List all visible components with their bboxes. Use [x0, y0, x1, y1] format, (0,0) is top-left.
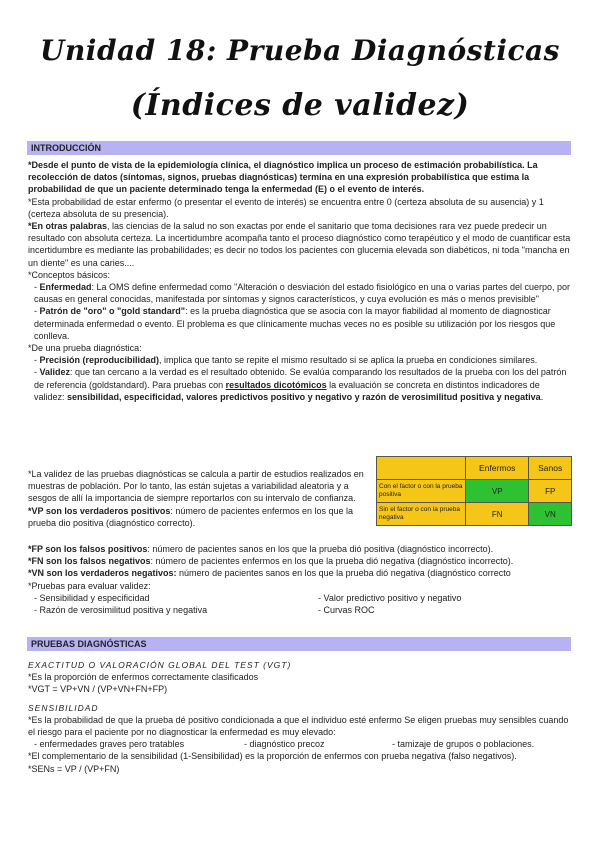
validity-note [28, 468, 370, 529]
table-cell-fn: FN [466, 503, 529, 526]
list-item: - tamizaje de grupos o poblaciones. [392, 739, 535, 750]
intro-paragraph-2: *Esta probabilidad de estar enfermo (o presentar el evento de interés) se encuentra entre 0 (certeza absoluta de su ausencia) y 1 (certeza absoluta de su presencia). [28, 196, 544, 219]
term-label: Validez [39, 367, 71, 378]
term-underlined: resultados dicotómicos [225, 379, 327, 390]
contingency-table [376, 456, 572, 526]
list-item: - Curvas ROC [318, 605, 375, 616]
term-end: . [540, 391, 544, 402]
concept-validez: - Validez: que tan cercano a la verdad es el resultado obtenido. Se evalúa comparando los resultados de la prueba con los del patrón de referencia (goldstandard). Para pruebas con resultados dicotómicos la evaluación se concreta en distintos indicadores de validez: sensibilidad, especificidad, valores predictivos positivo y negativo y razón de verosimilitud positiva y negativa. [34, 367, 567, 402]
sens-formula: *SENs = VP / (VP+FN) [28, 763, 120, 774]
intro-paragraph-1: *Desde el punto de vista de la epidemiología clínica, el diagnóstico implica un proceso de estimación probabilística. La recolección de datos (síntomas, signos, pruebas diagnósticas) termina en una expresión probabilística que estima la probabilidad de que un paciente determinado tenga la enfermedad (E) o el evento de interés. [28, 160, 538, 195]
list-item: - Sensibilidad y especificidad [34, 592, 150, 603]
term-label: Enfermedad [39, 282, 92, 293]
vgt-formula: *VGT = VP+VN / (VP+VN+FN+FP) [28, 684, 168, 695]
page-title: Unidad 18: Prueba Diagnósticas [40, 34, 560, 67]
intro-paragraph-4: *Conceptos básicos: [28, 269, 111, 280]
table-row-header-negative: Sin el factor o con la prueba negativa [377, 503, 466, 526]
concept-precision: - Precisión (reproducibilidad), implica que tanto se repite el mismo resultado si se aplica la prueba en condiciones similares. [34, 355, 538, 366]
sens-uses-row [28, 738, 572, 750]
vgt-definition: *Es la proporción de enfermos correctamente clasificados [28, 672, 259, 683]
table-cell-vn: VN [529, 503, 572, 526]
term-label: *VN son los verdaderos negativos: [28, 568, 177, 579]
sens-definition: *Es la probabilidad de que la prueba dé positivo condicionada a que el individuo esté enfermo Se eligen pruebas muy sensibles cuando el riesgo para el paciente por no diagnosticar la enfermedad es muy elevado: [28, 714, 569, 738]
term-definition: la evaluación se concreta en distintos indicadores de validez: [34, 379, 540, 402]
list-item: - enfermedades graves pero tratables [34, 739, 185, 750]
term-definition: : número de pacientes enfermos en los que la prueba dió negativa (diagnóstico incorrecto). [150, 556, 514, 567]
concept-enfermedad: - Enfermedad: La OMS define enfermedad como "Alteración o desviación del estado fisiológico en una o varias partes del cuerpo, por causas en general conocidas, manifestada por síntomas y signos característicos, y cuya evolución es más o menos previsible" [34, 282, 570, 305]
term-label: Patrón de "oro" o "gold standard" [39, 306, 186, 317]
sens-complement: *El complementario de la sensibilidad (1-Sensibilidad) es la proporción de enfermos con prueba negativa (falso negativos). [28, 751, 517, 762]
term-definition: : es la prueba diagnóstica que se asocia con la mayor fiabilidad al momento de diagnosticar determinada enfermedad o evento. El problema es que clínicamente muchas veces no es posible su utilización por los riesgos que conlleva. [34, 306, 556, 341]
term-label: *VP son los verdaderos positivos [28, 505, 171, 516]
table-cell-vp: VP [466, 480, 529, 503]
term-definition: : La OMS define enfermedad como "Alteración o desviación del estado fisiológico en una o varias partes del cuerpo, por causas en general conocidas, manifestada por síntomas y signos característicos, y cuya evolución es más o menos previsible" [34, 282, 570, 305]
section-header-pruebas: PRUEBAS DIAGNÓSTICAS [27, 637, 571, 651]
definition-vp [28, 505, 370, 529]
table-cell-fp: FP [529, 480, 572, 503]
intro-paragraph-7: *Pruebas para evaluar validez: [28, 580, 151, 591]
page-subtitle: (Índices de validez) [130, 88, 470, 123]
table-header-sanos: Sanos [529, 457, 572, 480]
table-header-enfermos: Enfermos [466, 457, 529, 480]
subsection-title-sensibilidad: SENSIBILIDAD [28, 702, 99, 713]
term-label: *FN son los falsos negativos [28, 556, 151, 567]
paragraph-text: , las ciencias de la salud no son exactas por ende el sanitario que toma decisiones rara vez puede predecir un resultado con absoluta certeza. La incertidumbre acompaña tanto el proceso diagnóstico como terapéutico y el modo de cuantificar esta incertidumbre es mediante las probabilidades; es decir no todos los pacientes con glucemia elevada son diabéticos, ni toda "mancha en un diente" es una caries.... [28, 221, 571, 268]
list-item: - Valor predictivo positivo y negativo [318, 592, 462, 603]
definitions-block [28, 543, 572, 616]
term-definition: número de pacientes sanos en los que la prueba dió negativa (diagnóstico correcto [176, 568, 511, 579]
pruebas-text [28, 659, 572, 775]
validity-tests-row-2 [28, 604, 572, 616]
term-definition: : que tan cercano a la verdad es el resultado obtenido. Se evalúa comparando los resultados de la prueba con los del patrón de referencia (goldstandard). Para pruebas con [34, 367, 567, 390]
intro-paragraph-5: *De una prueba diagnóstica: [28, 343, 142, 354]
term-emphasis: sensibilidad, especificidad, valores predictivos positivo y negativo y razón de verosimilitud positiva y negativa [67, 391, 541, 402]
definition-fp [28, 543, 572, 555]
definition-vn [28, 567, 572, 579]
concept-gold-standard: - Patrón de "oro" o "gold standard": es la prueba diagnóstica que se asocia con la mayor fiabilidad al momento de diagnosticar determinada enfermedad o evento. El problema es que clínicamente muchas veces no es posible su utilización por los riesgos que conlleva. [34, 306, 556, 341]
term-definition: : número de pacientes sanos en los que la prueba dió positiva (diagnóstico incorrecto). [147, 544, 494, 554]
list-item: - diagnóstico precoz [244, 739, 325, 750]
intro-text [28, 159, 572, 403]
intro-paragraph-6: *La validez de las pruebas diagnósticas se calcula a partir de estudios realizados en muestras de población. Por lo tanto, las están sujetas a variabilidad aleatoria y a sesgos de allí la importancia de siempre reportarlos con su intervalo de confianza. [28, 469, 364, 504]
table-corner [377, 457, 466, 480]
term-definition: , implica que tanto se repite el mismo resultado si se aplica la prueba en condiciones similares. [159, 355, 538, 366]
list-item: - Razón de verosimilitud positiva y negativa [34, 605, 208, 616]
term-label: *FP son los falsos positivos [28, 544, 148, 554]
table-row-header-positive: Con el factor o con la prueba positiva [377, 480, 466, 503]
subsection-title-vgt: EXACTITUD O VALORACIÓN GLOBAL DEL TEST (VGT) [28, 660, 292, 670]
emphasis: *En otras palabras [28, 221, 108, 232]
intro-paragraph-3 [28, 220, 572, 269]
validity-tests-row-1 [28, 592, 572, 604]
section-header-introduccion: INTRODUCCIÓN [27, 141, 571, 155]
term-definition: : número de pacientes enfermos en los que la prueba dio positiva (diagnóstico correcto). [28, 505, 354, 528]
definition-fn [28, 555, 572, 567]
term-label: Precisión (reproducibilidad) [39, 355, 160, 366]
